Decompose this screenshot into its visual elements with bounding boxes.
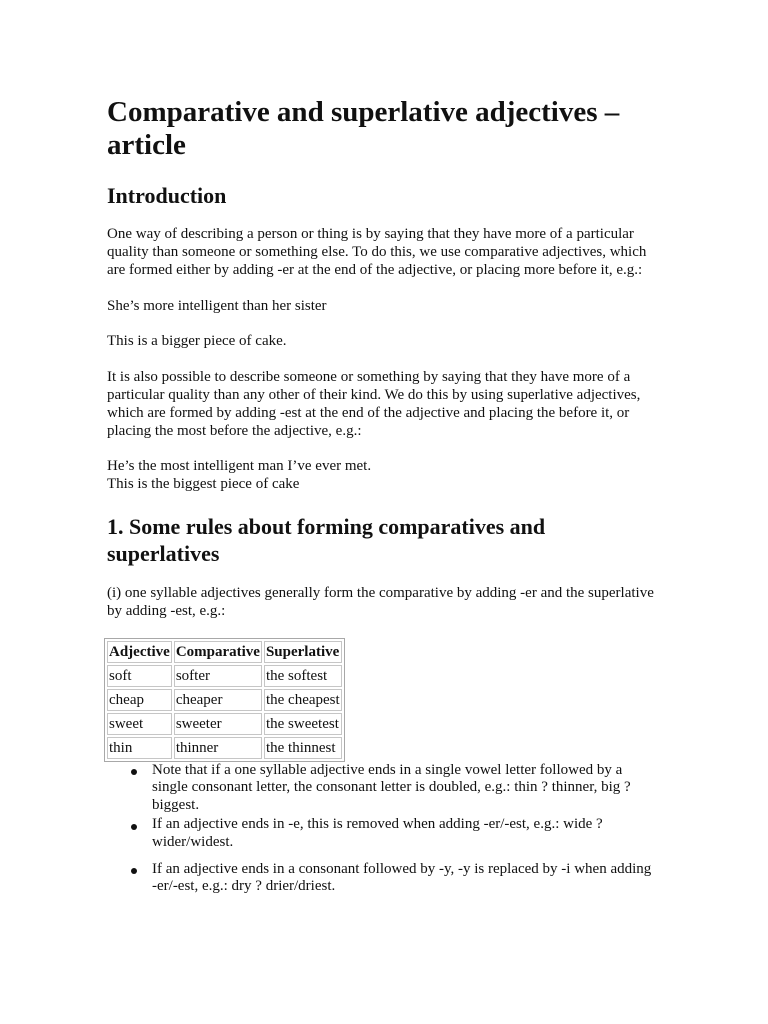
table-head <box>107 641 342 663</box>
column-header-superlative: Superlative <box>264 641 342 663</box>
superlative-examples <box>107 457 661 493</box>
article-body <box>107 96 661 898</box>
spelling-notes-list <box>107 762 657 896</box>
bullet-icon <box>131 769 137 775</box>
bullet-icon <box>131 868 137 874</box>
article-title: Comparative and superlative adjectives – article <box>107 96 620 161</box>
column-header-adjective: Adjective <box>107 641 172 663</box>
example-sentence-comparative-2: This is a bigger piece of cake. <box>107 333 287 349</box>
table-row <box>107 665 342 687</box>
note-text: If an adjective ends in -e, this is removed when adding -er/-est, e.g.: wide ? wider/widest. <box>152 816 603 850</box>
table-cell-adjective: cheap <box>107 689 172 711</box>
column-header-comparative: Comparative <box>174 641 262 663</box>
table-cell-superlative: the softest <box>264 665 342 687</box>
example-sentence-comparative-1: She’s more intelligent than her sister <box>107 297 327 314</box>
table-row <box>107 737 342 759</box>
note-item-final-e <box>152 816 657 851</box>
table-cell-adjective: soft <box>107 665 172 687</box>
table-cell-comparative: softer <box>174 665 262 687</box>
table-row <box>107 713 342 735</box>
table-cell-adjective: sweet <box>107 713 172 735</box>
note-item-consonant-doubling <box>152 762 657 815</box>
bullet-icon <box>131 824 137 830</box>
table-cell-superlative: the thinnest <box>264 737 342 759</box>
table-cell-superlative: the cheapest <box>264 689 342 711</box>
example-sentence-superlative-1: He’s the most intelligent man I’ve ever met. <box>107 458 372 474</box>
table-cell-comparative: cheaper <box>174 689 262 711</box>
section-1-heading: 1. Some rules about forming comparatives and superlatives <box>107 513 546 566</box>
note-text: If an adjective ends in a consonant followed by -y, -y is replaced by -i when adding -er/-est, e.g.: dry ? drier/driest. <box>152 860 652 894</box>
table-body <box>107 665 342 759</box>
table-header-row <box>107 641 342 663</box>
table-cell-comparative: thinner <box>174 737 262 759</box>
rule-i-text: (i) one syllable adjectives generally form the comparative by adding -er and the superlative by adding -est, e.g.: <box>107 585 654 619</box>
table-row <box>107 689 342 711</box>
note-text: Note that if a one syllable adjective ends in a single vowel letter followed by a single consonant letter, the consonant letter is doubled, e.g.: thin ? thinner, big ? biggest. <box>152 761 631 813</box>
introduction-heading: Introduction <box>107 183 227 208</box>
table-cell-adjective: thin <box>107 737 172 759</box>
adjective-forms-table <box>104 638 345 762</box>
note-item-final-y <box>152 861 657 896</box>
example-sentence-superlative-2: This is the biggest piece of cake <box>107 476 300 492</box>
table-cell-superlative: the sweetest <box>264 713 342 735</box>
intro-paragraph-superlatives: It is also possible to describe someone or something by saying that they have more of a particular quality than any other of their kind. We do this by using superlative adjectives, which are formed by adding -est at the end of the adjective and placing the before it, or placing the most before the adjective, e.g.: <box>107 368 641 439</box>
table-cell-comparative: sweeter <box>174 713 262 735</box>
intro-paragraph-comparatives: One way of describing a person or thing is by saying that they have more of a particular quality than someone or something else. To do this, we use comparative adjectives, which are formed either by adding -er at the end of the adjective, or placing more before it, e.g.: <box>107 226 647 278</box>
